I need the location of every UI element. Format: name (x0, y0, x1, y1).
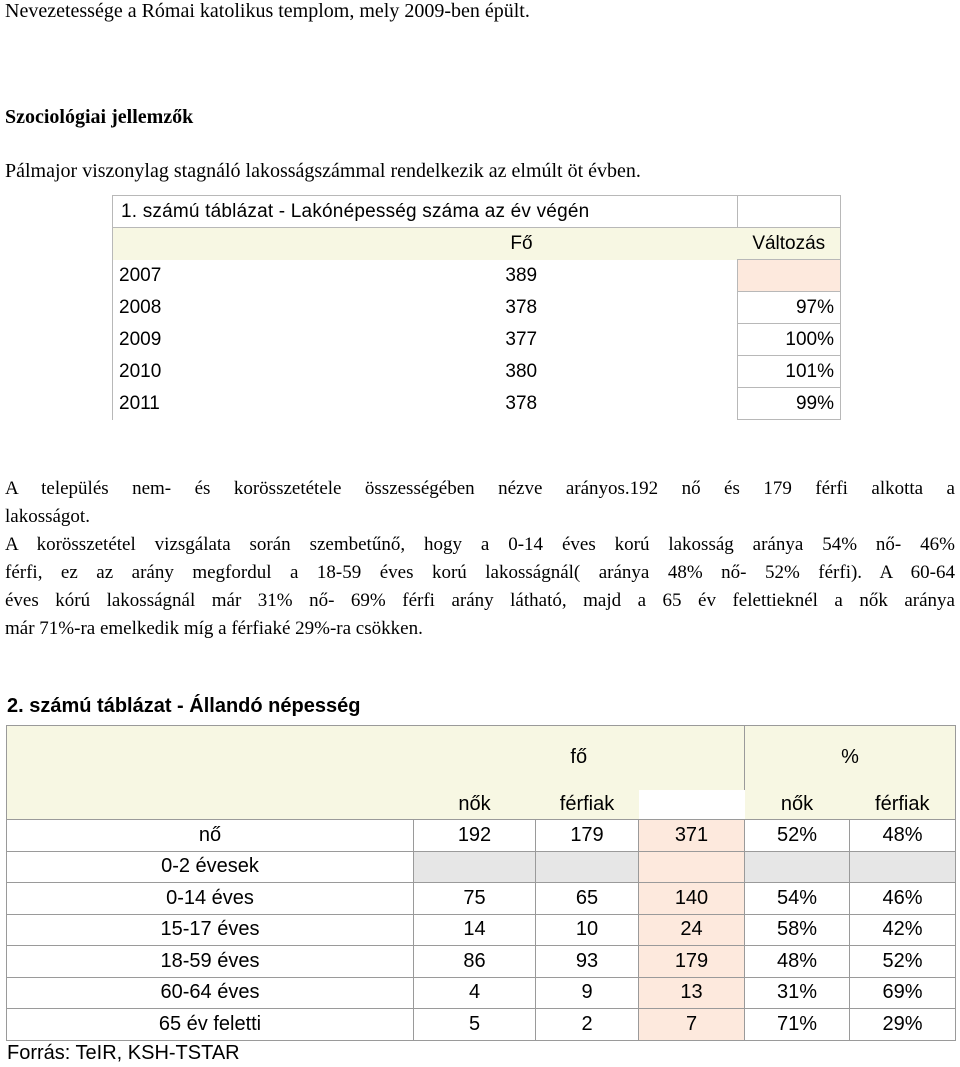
nok-cell: 192 (414, 820, 536, 852)
row-label: 0-2 évesek (7, 851, 414, 883)
ferfiak-cell: 2 (536, 1009, 639, 1041)
age-paragraph-line2: férfi, ez az arány megfordul a 18-59 éves korú lakosságnál( aránya 48% nő- 52% férfi). A 60-64 (5, 562, 955, 583)
year-cell: 2010 (113, 356, 306, 388)
nok-cell: 14 (414, 914, 536, 946)
nok-cell: 75 (414, 883, 536, 915)
total-cell: 179 (639, 946, 745, 978)
table2-group-fo: fő (414, 726, 745, 790)
age-paragraph-line4: már 71%-ra emelkedik míg a férfiaké 29%-ra csökken. (5, 618, 423, 639)
table1-caption-empty (738, 196, 841, 228)
count-cell: 378 (505, 392, 538, 414)
ferfiak-cell (536, 851, 639, 883)
table2-corner (7, 726, 414, 790)
total-cell: 24 (639, 914, 745, 946)
ferfiak-pct-cell: 48% (850, 820, 956, 852)
ferfiak-cell: 10 (536, 914, 639, 946)
year-cell: 2009 (113, 324, 306, 356)
row-label: 65 év feletti (7, 1009, 414, 1041)
change-cell: 99% (738, 388, 841, 420)
table1-header-change: Változás (738, 228, 841, 260)
nok-cell: 5 (414, 1009, 536, 1041)
nok-pct-cell: 54% (745, 883, 850, 915)
ferfiak-pct-cell: 46% (850, 883, 956, 915)
table-row (7, 946, 956, 978)
table-row (7, 914, 956, 946)
table2-subheader-empty (7, 790, 414, 820)
count-cell: 378 (505, 296, 538, 318)
year-cell: 2007 (113, 260, 306, 292)
nok-pct-cell: 48% (745, 946, 850, 978)
table-row (113, 260, 841, 292)
count-cell: 380 (505, 360, 538, 382)
resident-population-table (6, 725, 956, 1041)
ferfiak-pct-cell: 52% (850, 946, 956, 978)
total-cell: 140 (639, 883, 745, 915)
total-cell: 13 (639, 977, 745, 1009)
table2-source: Forrás: TeIR, KSH-TSTAR (7, 1042, 240, 1064)
row-label: 18-59 éves (7, 946, 414, 978)
count-cell: 389 (505, 264, 538, 286)
count-cell: 377 (505, 328, 538, 350)
table2-subheader-nok: nők (414, 790, 536, 820)
composition-paragraph-line1: A település nem- és korösszetétele összességében nézve arányos.192 nő és 179 férfi alkotta a (5, 478, 955, 499)
table2-subheader-ferfiak-pct: férfiak (850, 790, 956, 820)
total-cell (639, 851, 745, 883)
row-label: 15-17 éves (7, 914, 414, 946)
total-cell: 371 (639, 820, 745, 852)
table1-header-year (113, 228, 306, 260)
change-cell (738, 260, 841, 292)
table-row (113, 356, 841, 388)
table2-subheader-total-empty (639, 790, 745, 820)
table-row (7, 883, 956, 915)
nok-pct-cell: 71% (745, 1009, 850, 1041)
table-row (7, 977, 956, 1009)
year-cell: 2008 (113, 292, 306, 324)
ferfiak-pct-cell: 42% (850, 914, 956, 946)
table-row (7, 1009, 956, 1041)
nok-pct-cell: 52% (745, 820, 850, 852)
table-row (113, 324, 841, 356)
table-row (113, 292, 841, 324)
ferfiak-cell: 93 (536, 946, 639, 978)
ferfiak-cell: 9 (536, 977, 639, 1009)
ferfiak-cell: 65 (536, 883, 639, 915)
nok-cell: 4 (414, 977, 536, 1009)
row-label: 0-14 éves (7, 883, 414, 915)
change-cell: 97% (738, 292, 841, 324)
age-paragraph-line1: A korösszetétel vizsgálata során szembetűnő, hogy a 0-14 éves korú lakosság aránya 54% nő- 46% (5, 534, 955, 555)
ferfiak-pct-cell (850, 851, 956, 883)
row-label: nő (7, 820, 414, 852)
nok-pct-cell: 58% (745, 914, 850, 946)
nok-cell: 86 (414, 946, 536, 978)
intro-paragraph: Pálmajor viszonylag stagnáló lakosságszámmal rendelkezik az elmúlt öt évben. (5, 160, 641, 182)
total-cell: 7 (639, 1009, 745, 1041)
table1-caption: 1. számú táblázat - Lakónépesség száma az év végén (113, 196, 738, 228)
change-cell: 101% (738, 356, 841, 388)
nok-pct-cell: 31% (745, 977, 850, 1009)
table2-caption: 2. számú táblázat - Állandó népesség (7, 695, 361, 717)
table2-subheader-nok-pct: nők (745, 790, 850, 820)
year-cell: 2011 (113, 388, 306, 420)
intro-line: Nevezetessége a Római katolikus templom, mely 2009-ben épült. (5, 0, 530, 22)
table-row (7, 820, 956, 852)
table2-group-pct: % (745, 726, 956, 790)
ferfiak-pct-cell: 69% (850, 977, 956, 1009)
nok-cell (414, 851, 536, 883)
ferfiak-cell: 179 (536, 820, 639, 852)
section-title: Szociológiai jellemzők (5, 106, 194, 128)
table1-header-count: Fő (306, 228, 738, 260)
ferfiak-pct-cell: 29% (850, 1009, 956, 1041)
age-paragraph-line3: éves kórú lakosságnál már 31% nő- 69% férfi arány látható, majd a 65 év felettieknél a nők aránya (5, 590, 955, 611)
table-row (7, 851, 956, 883)
composition-paragraph-line2: lakosságot. (5, 506, 90, 527)
population-table (112, 195, 841, 420)
nok-pct-cell (745, 851, 850, 883)
table2-subheader-ferfiak: férfiak (536, 790, 639, 820)
row-label: 60-64 éves (7, 977, 414, 1009)
table-row (113, 388, 841, 420)
change-cell: 100% (738, 324, 841, 356)
